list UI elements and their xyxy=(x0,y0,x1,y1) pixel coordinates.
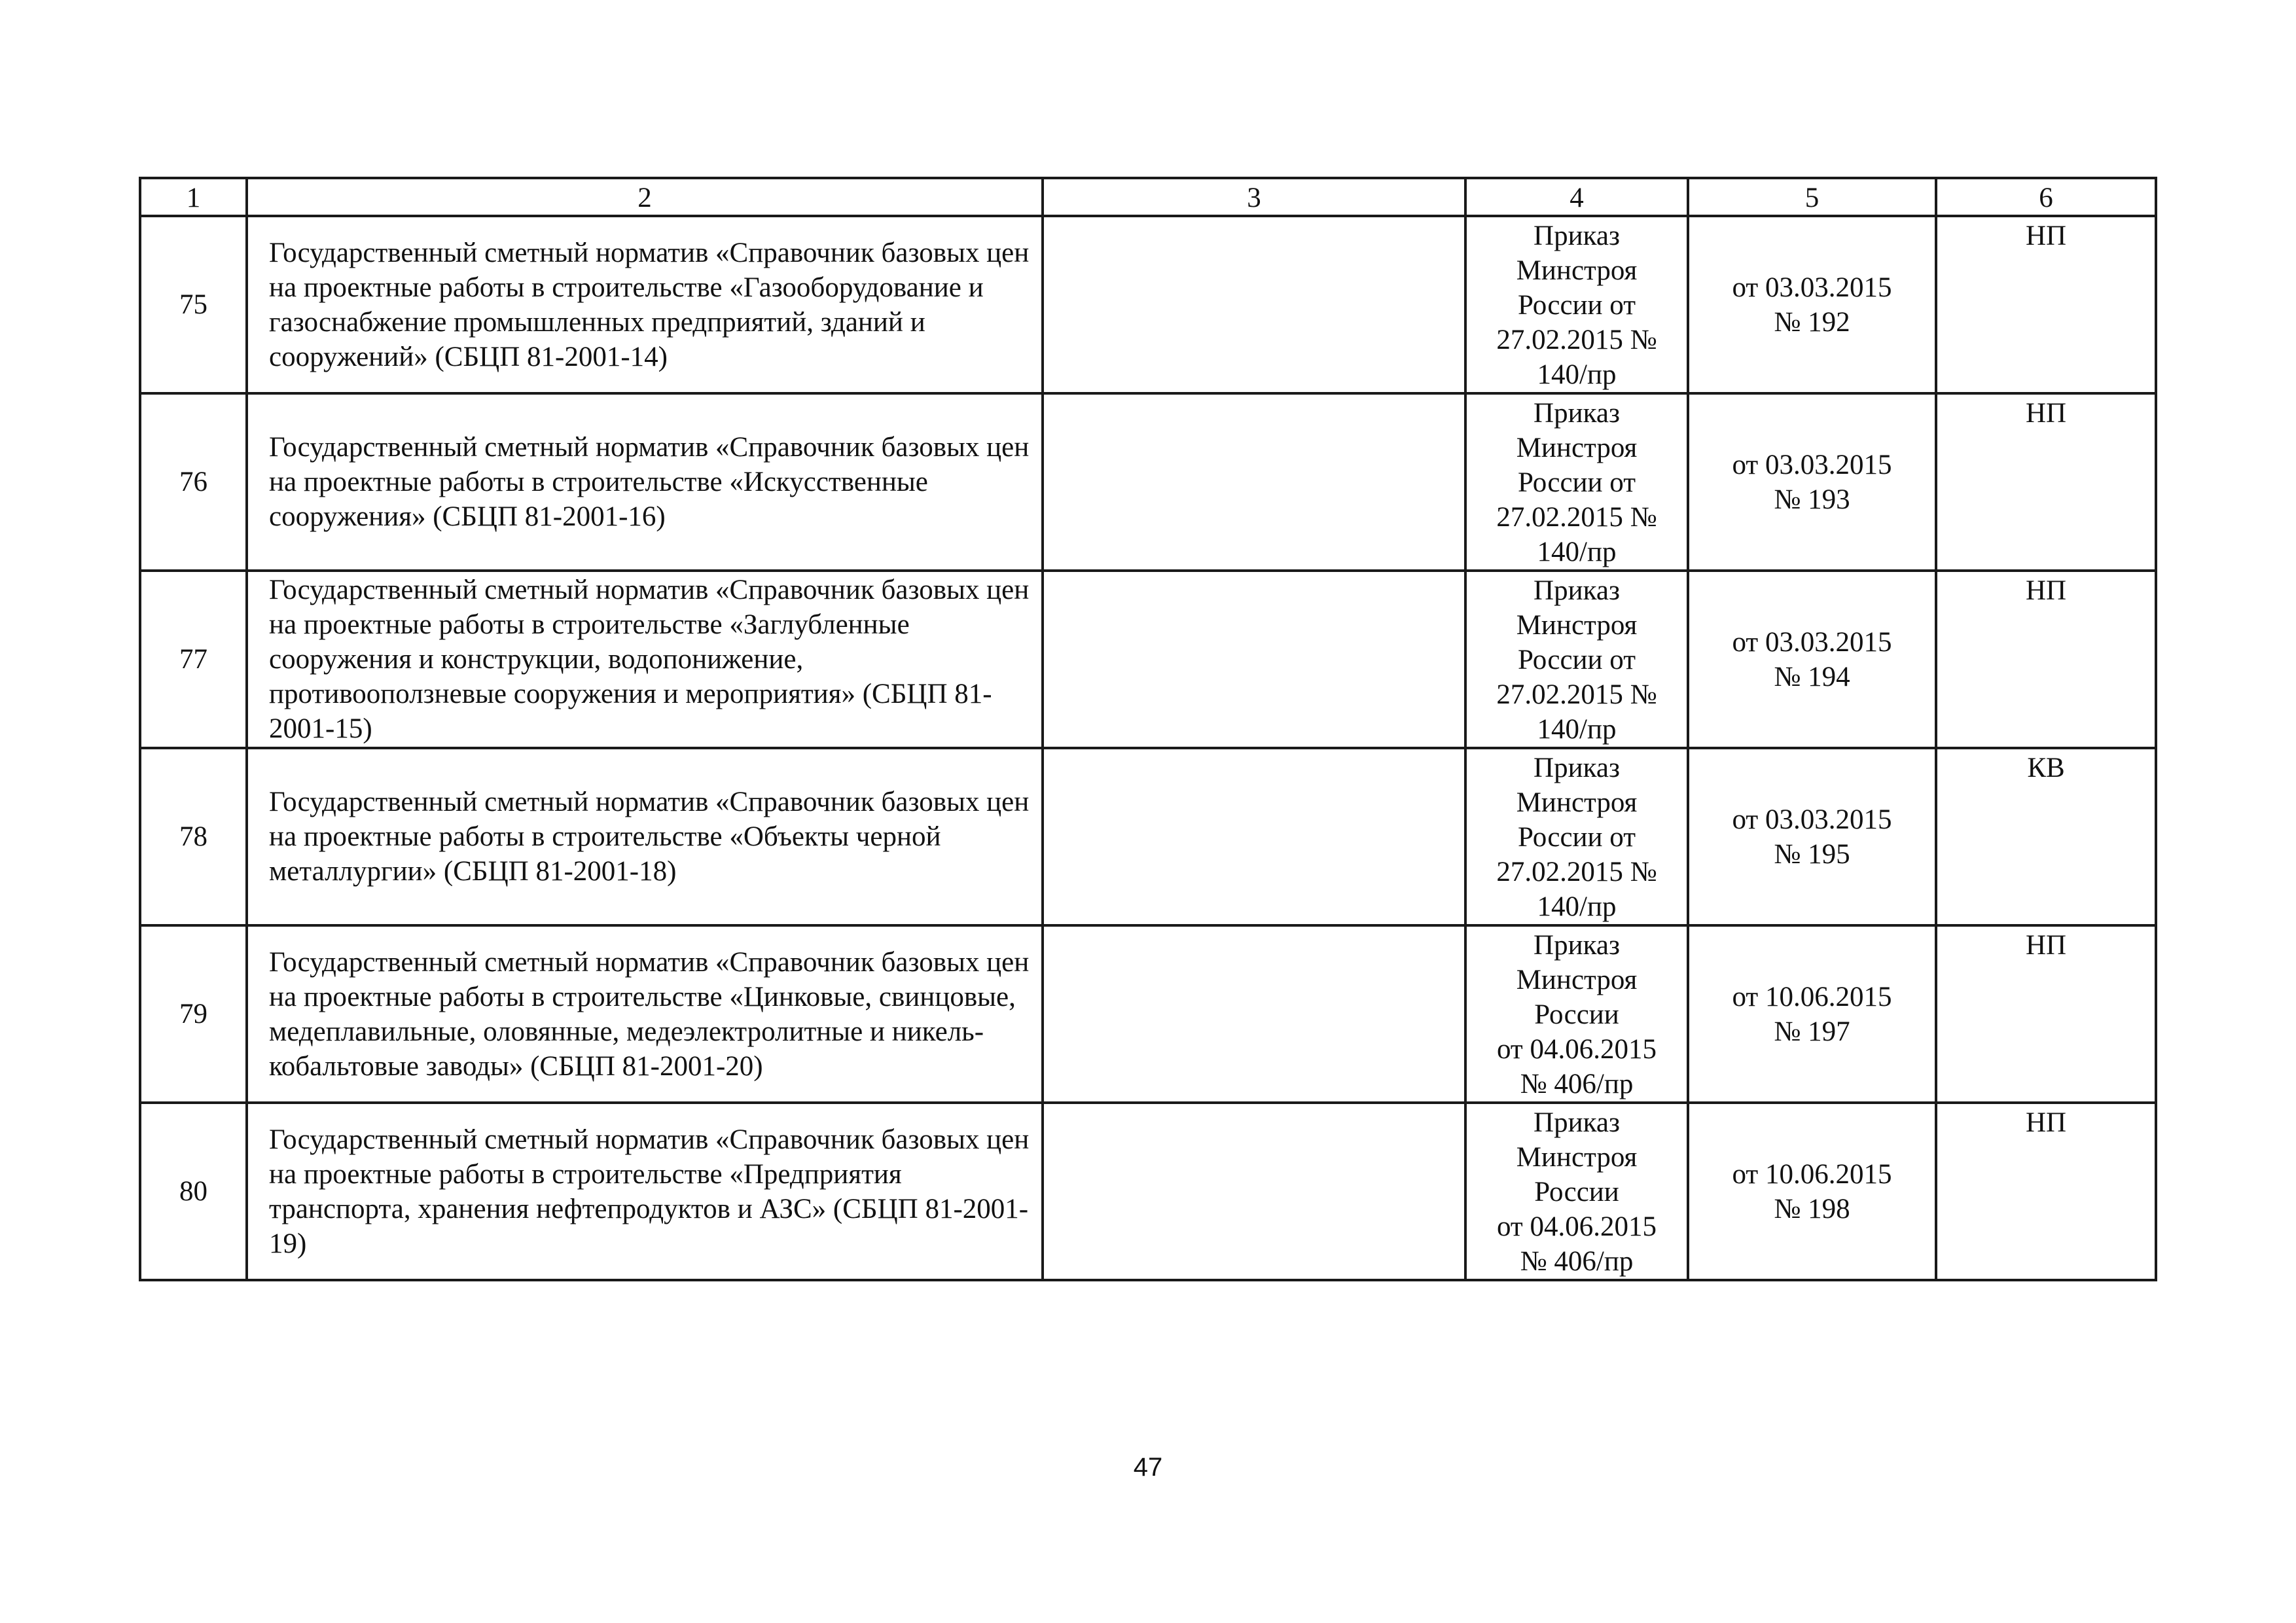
table-row xyxy=(140,571,2156,748)
order-line: Приказ xyxy=(1534,221,1620,251)
order-line: 27.02.2015 № xyxy=(1496,679,1657,710)
norm-title: Государственный сметный норматив «Справочник базовых цен на проектные работы в строительстве «Цинковые, свинцовые, медеплавильные, оловянные, медеэлектролитные и никель-кобальтовые заводы» (СБЦП 81-2001-20) xyxy=(247,925,1043,1103)
order-line: России от xyxy=(1517,290,1636,321)
order-cell xyxy=(1465,216,1688,393)
order-line: Минстроя xyxy=(1516,433,1638,463)
table-row xyxy=(140,216,2156,393)
order-cell xyxy=(1465,1103,1688,1280)
order-cell xyxy=(1465,571,1688,748)
row-number: 75 xyxy=(140,216,247,393)
empty-cell xyxy=(1043,1103,1465,1280)
order-cell xyxy=(1465,748,1688,925)
order-line: России от xyxy=(1517,645,1636,675)
empty-cell xyxy=(1043,393,1465,571)
norm-title: Государственный сметный норматив «Справочник базовых цен на проектные работы в строительстве «Объекты черной металлургии» (СБЦП 81-2001-18) xyxy=(247,748,1043,925)
header-cell: 2 xyxy=(247,178,1043,216)
status-code: НП xyxy=(1936,1103,2156,1280)
header-cell: 4 xyxy=(1465,178,1688,216)
registration-line: № 195 xyxy=(1774,838,1850,870)
status-code: КВ xyxy=(1936,748,2156,925)
order-line: 140/пр xyxy=(1537,714,1617,745)
order-line: № 406/пр xyxy=(1520,1246,1634,1277)
empty-cell xyxy=(1043,748,1465,925)
registration-line: от 03.03.2015 xyxy=(1732,804,1892,835)
header-cell: 5 xyxy=(1688,178,1936,216)
table-row xyxy=(140,925,2156,1103)
norm-title: Государственный сметный норматив «Справочник базовых цен на проектные работы в строительстве «Газооборудование и газоснабжение промышленных предприятий, зданий и сооружений» (СБЦП 81-2001-14) xyxy=(247,216,1043,393)
order-line: от 04.06.2015 xyxy=(1497,1211,1657,1242)
empty-cell xyxy=(1043,925,1465,1103)
header-row xyxy=(140,178,2156,216)
order-line: 27.02.2015 № xyxy=(1496,325,1657,355)
norms-table xyxy=(139,177,2157,1281)
order-line: Приказ xyxy=(1534,398,1620,429)
order-line: Приказ xyxy=(1534,930,1620,961)
registration-cell xyxy=(1688,216,1936,393)
order-line: 27.02.2015 № xyxy=(1496,502,1657,533)
order-line: 140/пр xyxy=(1537,891,1617,922)
registration-line: от 03.03.2015 xyxy=(1732,626,1892,658)
order-line: России от xyxy=(1517,467,1636,498)
row-number: 79 xyxy=(140,925,247,1103)
order-line: Приказ xyxy=(1534,1107,1620,1138)
registration-line: № 192 xyxy=(1774,306,1850,338)
order-line: Минстроя xyxy=(1516,1142,1638,1173)
registration-line: от 03.03.2015 xyxy=(1732,272,1892,303)
registration-line: от 03.03.2015 xyxy=(1732,449,1892,480)
registration-cell xyxy=(1688,571,1936,748)
norm-title: Государственный сметный норматив «Справочник базовых цен на проектные работы в строительстве «Заглубленные сооружения и конструкции, водопонижение, противооползневые сооружения и мероприятия» (СБЦП 81-2001-15) xyxy=(247,571,1043,748)
order-line: России xyxy=(1534,1177,1619,1207)
header-cell: 1 xyxy=(140,178,247,216)
order-cell xyxy=(1465,925,1688,1103)
registration-cell xyxy=(1688,1103,1936,1280)
order-line: Приказ xyxy=(1534,575,1620,606)
registration-cell xyxy=(1688,925,1936,1103)
order-line: России от xyxy=(1517,822,1636,853)
order-line: Минстроя xyxy=(1516,965,1638,995)
row-number: 77 xyxy=(140,571,247,748)
registration-line: № 194 xyxy=(1774,661,1850,692)
norm-title: Государственный сметный норматив «Справочник базовых цен на проектные работы в строительстве «Искусственные сооружения» (СБЦП 81-2001-16) xyxy=(247,393,1043,571)
table-row xyxy=(140,748,2156,925)
registration-line: от 10.06.2015 xyxy=(1732,981,1892,1012)
registration-line: № 198 xyxy=(1774,1193,1850,1224)
status-code: НП xyxy=(1936,925,2156,1103)
order-line: 140/пр xyxy=(1537,359,1617,390)
registration-line: № 197 xyxy=(1774,1016,1850,1047)
order-line: Минстроя xyxy=(1516,255,1638,286)
status-code: НП xyxy=(1936,571,2156,748)
table-row xyxy=(140,1103,2156,1280)
order-line: № 406/пр xyxy=(1520,1069,1634,1099)
registration-line: № 193 xyxy=(1774,484,1850,515)
order-line: России xyxy=(1534,999,1619,1030)
row-number: 80 xyxy=(140,1103,247,1280)
order-line: Минстроя xyxy=(1516,787,1638,818)
empty-cell xyxy=(1043,571,1465,748)
order-line: Минстроя xyxy=(1516,610,1638,641)
table-row xyxy=(140,393,2156,571)
order-line: 27.02.2015 № xyxy=(1496,857,1657,887)
order-cell xyxy=(1465,393,1688,571)
order-line: Приказ xyxy=(1534,753,1620,783)
registration-line: от 10.06.2015 xyxy=(1732,1158,1892,1190)
page-number: 47 xyxy=(1133,1453,1163,1482)
status-code: НП xyxy=(1936,393,2156,571)
norm-title: Государственный сметный норматив «Справочник базовых цен на проектные работы в строительстве «Предприятия транспорта, хранения нефтепродуктов и АЗС» (СБЦП 81-2001-19) xyxy=(247,1103,1043,1280)
empty-cell xyxy=(1043,216,1465,393)
row-number: 76 xyxy=(140,393,247,571)
registration-cell xyxy=(1688,393,1936,571)
registration-cell xyxy=(1688,748,1936,925)
row-number: 78 xyxy=(140,748,247,925)
order-line: от 04.06.2015 xyxy=(1497,1034,1657,1065)
status-code: НП xyxy=(1936,216,2156,393)
header-cell: 3 xyxy=(1043,178,1465,216)
header-cell: 6 xyxy=(1936,178,2156,216)
order-line: 140/пр xyxy=(1537,537,1617,567)
